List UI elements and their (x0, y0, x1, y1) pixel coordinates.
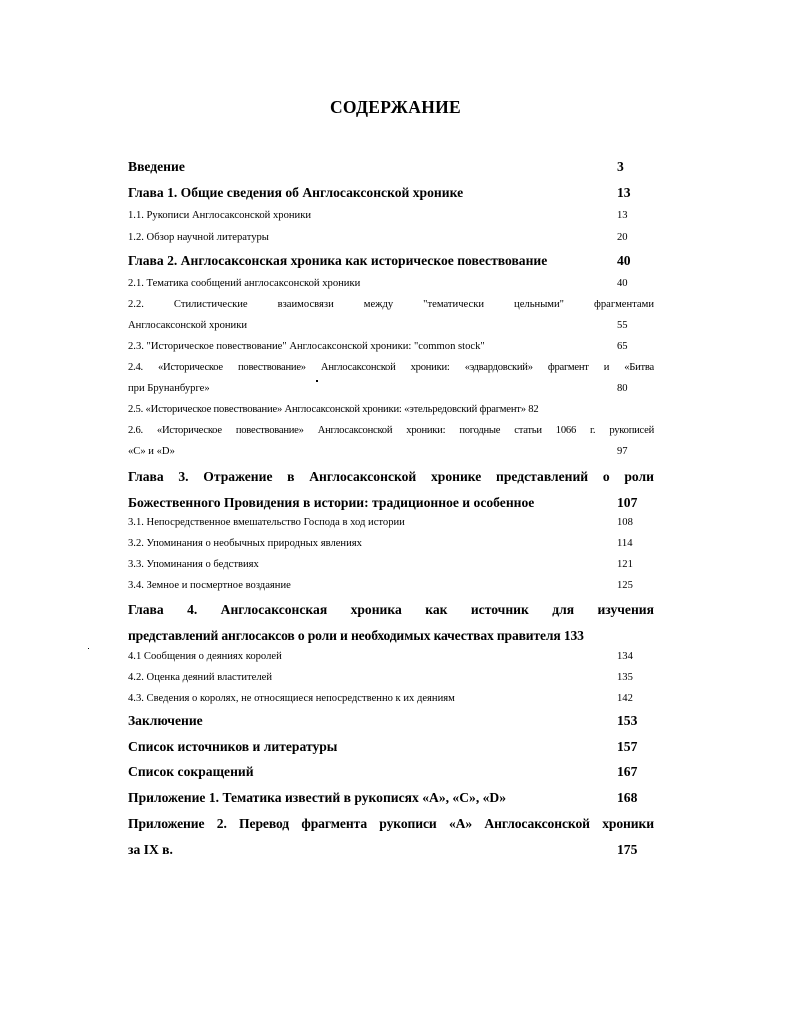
toc-entry-section-4-1[interactable] (128, 646, 654, 667)
toc-entry-section-3-3[interactable] (128, 554, 654, 575)
toc-entry-text-line-2: за IX в. (128, 842, 173, 857)
toc-entry-text-line-2: при Брунанбурге» (128, 383, 210, 394)
toc-entry-text-line-2: Англосаксонской хроники (128, 320, 248, 331)
toc-entry-text: Глава 1. Общие сведения об Англосаксонской хронике (128, 185, 464, 200)
toc-entry-text-line-1: Глава 3. Отражение в Англосаксонской хронике представлений о роли (128, 469, 654, 484)
page-title: СОДЕРЖАНИЕ (329, 97, 461, 117)
toc-entry-abbreviations[interactable] (128, 761, 654, 782)
toc-entry-text: 2.5. «Историческое повествование» Англосаксонской хроники: «этельредовский фрагмент» (128, 404, 526, 415)
toc-entry-text: 4.1 Сообщения о деяниях королей (128, 651, 282, 662)
toc-entry-text: Глава 2. Англосаксонская хроника как историческое повествование (128, 253, 548, 268)
toc-page-number: 125 (617, 580, 633, 591)
toc-page-number: 40 (617, 253, 631, 268)
toc-page-number: 153 (617, 713, 638, 728)
toc-entry-appendix-1[interactable] (128, 787, 654, 808)
toc-entry-text-line-2: представлений англосаксов о роли и необходимых качествах правителя (128, 628, 561, 643)
toc-entry-text: 3.1. Непосредственное вмешательство Господа в ход истории (128, 517, 405, 528)
toc-entry-chapter-3[interactable] (128, 464, 654, 516)
toc-entry-text-line-1: 2.6. «Историческое повествование» Англосаксонской хроники: погодные статьи 1066 г. рукописей (128, 425, 654, 436)
toc-entry-section-2-1[interactable] (128, 273, 654, 294)
toc-entry-section-4-2[interactable] (128, 667, 654, 688)
toc-entry-text-line-2: Божественного Провидения в истории: традиционное и особенное (128, 495, 535, 510)
toc-entry-chapter-1[interactable] (128, 182, 654, 203)
toc-page-number: 134 (617, 651, 633, 662)
toc-entry-section-3-2[interactable] (128, 533, 654, 554)
toc-entry-text: 4.2. Оценка деяний властителей (128, 672, 273, 683)
toc-entry-section-3-1[interactable] (128, 512, 654, 533)
toc-entry-section-2-3[interactable] (128, 336, 654, 357)
toc-page-number: 13 (617, 185, 631, 200)
toc-page-number: 135 (617, 672, 633, 683)
toc-entry-text-line-1: 2.2. Стилистические взаимосвязи между "тематически цельными" фрагментами (128, 299, 654, 310)
toc-page-number: 107 (617, 495, 638, 510)
toc-page-number: 167 (617, 764, 638, 779)
toc-page-number: 97 (617, 446, 628, 457)
toc-page-number: 133 (563, 628, 584, 643)
toc-entry-text: 2.1. Тематика сообщений англосаксонской хроники (128, 278, 361, 289)
toc-page-number: 65 (617, 341, 628, 352)
toc-entry-text-line-1: Глава 4. Англосаксонская хроника как источник для изучения (128, 602, 654, 617)
toc-entry-sources[interactable] (128, 736, 654, 757)
toc-entry-section-2-4[interactable] (128, 357, 654, 399)
toc-page-number: 80 (617, 383, 628, 394)
toc-entry-text-line-1: 2.4. «Историческое повествование» Англосаксонской хроники: «эдвардовский» фрагмент и «Битва (128, 362, 654, 373)
toc-entry-section-2-6[interactable] (128, 420, 654, 462)
scan-speck (88, 648, 89, 649)
toc-entry-section-4-3[interactable] (128, 688, 654, 709)
toc-entry-text: Заключение (128, 713, 203, 728)
toc-page-number: 114 (617, 538, 633, 549)
toc-page-number: 121 (617, 559, 633, 570)
toc-entry-conclusion[interactable] (128, 710, 654, 731)
toc-entry-text: 4.3. Сведения о королях, не относящиеся непосредственно к их деяниям (128, 693, 455, 704)
toc-page-number: 108 (617, 517, 633, 528)
toc-entry-introduction[interactable] (128, 156, 654, 177)
toc-entry-text: 3.4. Земное и посмертное воздаяние (128, 580, 291, 591)
toc-entry-text-line-1: Приложение 2. Перевод фрагмента рукописи «А» Англосаксонской хроники (128, 816, 654, 831)
toc-entry-text: Список источников и литературы (128, 739, 338, 754)
scan-speck (316, 380, 318, 382)
toc-entry-section-2-5[interactable] (128, 399, 654, 420)
toc-entry-section-1-1[interactable] (128, 205, 654, 226)
toc-page-number: 13 (617, 210, 628, 221)
toc-entry-text: Список сокращений (128, 764, 254, 779)
toc-entry-section-2-2[interactable] (128, 294, 654, 336)
toc-page-number: 20 (617, 232, 628, 243)
toc-page-number: 82 (528, 404, 539, 415)
toc-entry-section-3-4[interactable] (128, 575, 654, 596)
toc-entry-text: 2.3. "Историческое повествование" Англосаксонской хроники: "common stock" (128, 341, 485, 352)
toc-entry-chapter-4[interactable] (128, 597, 654, 649)
toc-entry-text: 1.2. Обзор научной литературы (128, 232, 269, 243)
toc-page-number: 157 (617, 739, 638, 754)
toc-entry-chapter-2[interactable] (128, 250, 654, 271)
toc-page-number: 168 (617, 790, 638, 805)
toc-entry-text: Приложение 1. Тематика известий в рукописях «А», «С», «D» (128, 790, 507, 805)
toc-entry-text-line-2: «С» и «D» (128, 446, 175, 457)
toc-page-number: 3 (617, 159, 624, 174)
toc-entry-section-1-2[interactable] (128, 227, 654, 248)
toc-page-number: 55 (617, 320, 628, 331)
toc-page-number: 142 (617, 693, 633, 704)
toc-page-number: 40 (617, 278, 628, 289)
toc-entry-appendix-2[interactable] (128, 811, 654, 863)
toc-entry-text: 3.2. Упоминания о необычных природных явлениях (128, 538, 362, 549)
toc-page-number: 175 (617, 842, 638, 857)
toc-entry-text: 3.3. Упоминания о бедствиях (128, 559, 259, 570)
toc-entry-text: Введение (128, 159, 185, 174)
toc-entry-text: 1.1. Рукописи Англосаксонской хроники (128, 210, 312, 221)
